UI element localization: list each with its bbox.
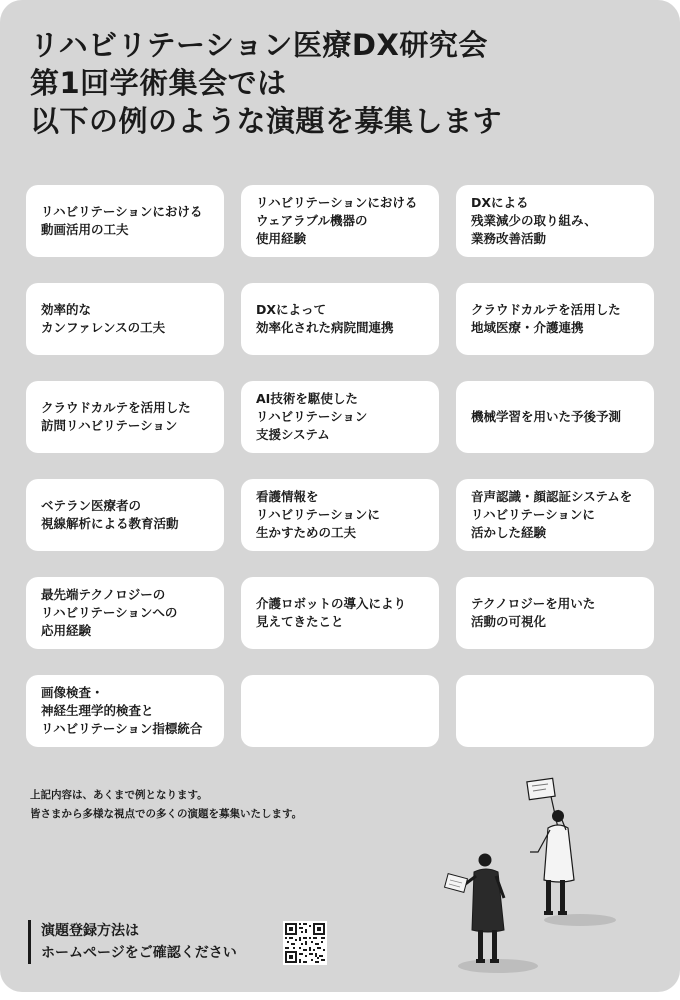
topic-card [241,577,439,649]
topic-text: クラウドカルテを活用した 訪問リハビリテーション [41,400,191,433]
topic-card [456,283,654,355]
topic-card [456,381,654,453]
footer-line-2: ホームページをご確認ください [41,945,237,961]
note-line-1: 上記内容は、あくまで例となります。 [30,789,208,801]
page-title [30,26,650,140]
topic-text: 介護ロボットの導入により 見えてきたこと [256,596,407,629]
topic-card [456,185,654,257]
presenters-illustration [430,770,670,992]
topic-text: リハビリテーションにおける ウェアラブル機器の 使用経験 [256,195,418,246]
note-line-2: 皆さまから多様な視点での多くの演題を募集いたします。 [30,808,303,820]
qr-code-icon[interactable] [283,921,327,965]
topic-text: 音声認識・顔認証システムを リハビリテーションに 活かした経験 [471,489,633,540]
topic-card [241,479,439,551]
topic-text: 画像検査・ 神経生理学的検査と リハビリテーション指標統合 [41,685,203,736]
topic-card [26,381,224,453]
topic-card [26,577,224,649]
topic-text: 看護情報を リハビリテーションに 生かすための工夫 [256,489,380,540]
topic-grid [26,185,654,747]
topic-text: AI技術を駆使した リハビリテーション 支援システム [256,391,368,442]
topic-card [241,283,439,355]
topic-text: 効率的な カンファレンスの工夫 [41,302,166,335]
topic-card [456,577,654,649]
title-line-1: リハビリテーション医療DX研究会 [30,28,488,62]
topic-card-empty [456,675,654,747]
footer-accent-bar [28,920,31,964]
topic-text: クラウドカルテを活用した 地域医療・介護連携 [471,302,621,335]
title-line-2: 第1回学術集会では [30,66,287,100]
topic-card [456,479,654,551]
topic-text: テクノロジーを用いた 活動の可視化 [471,596,596,629]
topic-card [241,185,439,257]
topic-card [26,185,224,257]
topic-card [241,381,439,453]
topic-card [26,283,224,355]
topic-text: 最先端テクノロジーの リハビリテーションへの 応用経験 [41,587,178,638]
topic-card [26,675,224,747]
topic-card [26,479,224,551]
footer-instructions [41,920,237,964]
topic-text: DXによって 効率化された病院間連携 [256,302,394,335]
footer-line-1: 演題登録方法は [41,923,139,939]
title-line-3: 以下の例のような演題を募集します [30,104,503,138]
disclaimer-note [30,786,302,824]
topic-text: ベテラン医療者の 視線解析による教育活動 [41,498,179,531]
topic-card-empty [241,675,439,747]
topic-text: リハビリテーションにおける 動画活用の工夫 [41,204,203,237]
topic-text: 機械学習を用いた予後予測 [471,409,622,424]
topic-text: DXによる 残業減少の取り組み、 業務改善活動 [471,195,597,246]
